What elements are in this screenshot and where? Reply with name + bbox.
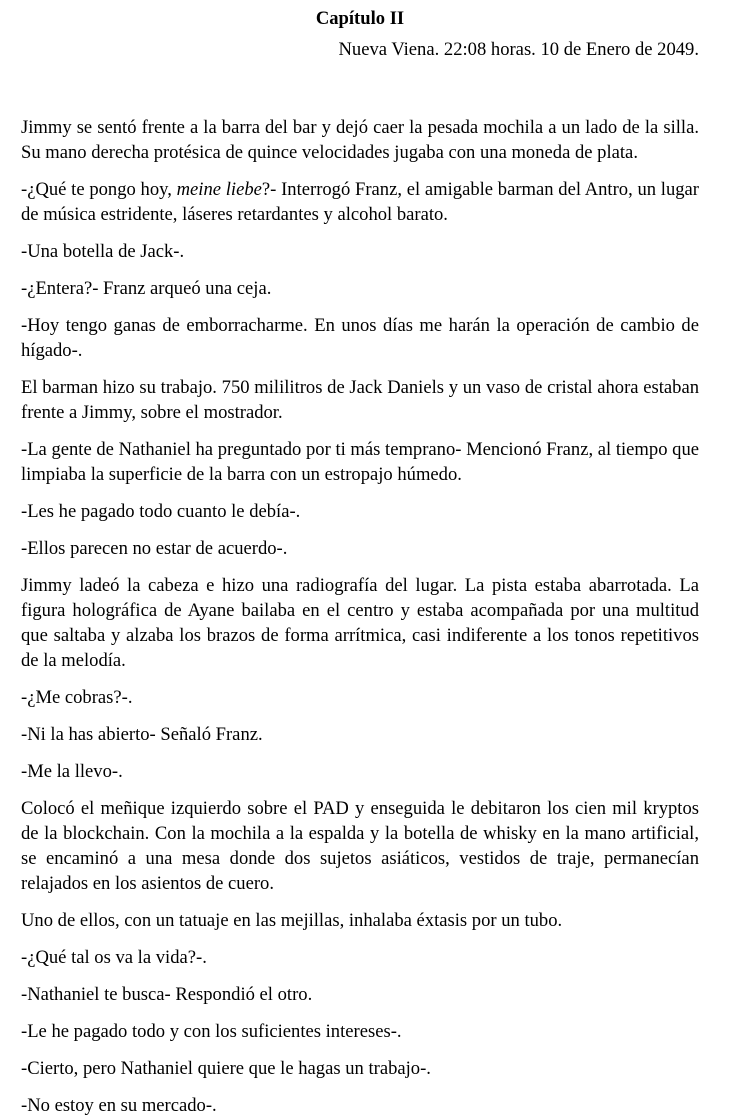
text-segment: -¿Qué te pongo hoy,: [21, 179, 177, 200]
paragraph: [21, 1093, 699, 1118]
paragraph: [21, 536, 699, 561]
paragraph: [21, 722, 699, 747]
paragraph: [21, 1019, 699, 1044]
text-segment: -Ellos parecen no estar de acuerdo-.: [21, 538, 288, 559]
paragraph: [21, 437, 699, 487]
paragraph: [21, 375, 699, 425]
paragraph: [21, 239, 699, 264]
paragraph: [21, 313, 699, 363]
paragraph: [21, 796, 699, 896]
italic-text-segment: meine liebe: [176, 179, 262, 200]
paragraph: [21, 573, 699, 673]
paragraph: [21, 499, 699, 524]
text-segment: -Hoy tengo ganas de emborracharme. En unos días me harán la operación de cambio de hígado-.: [21, 315, 699, 361]
text-segment: Jimmy ladeó la cabeza e hizo una radiografía del lugar. La pista estaba abarrotada. La figura holográfica de Ayane bailaba en el centro y estaba acompañada por una multitud que saltaba y alzaba los brazos de forma arrítmica, casi indiferente a los tonos repetitivos de la melodía.: [21, 575, 699, 671]
text-segment: -La gente de Nathaniel ha preguntado por ti más temprano- Mencionó Franz, al tiempo que limpiaba la superficie de la barra con un estropajo húmedo.: [21, 439, 699, 485]
paragraph: [21, 908, 699, 933]
text-segment: -¿Me cobras?-.: [21, 687, 133, 708]
text-segment: ?- Interrogó Franz, el amigable barman del Antro, un lugar de música estridente, láseres retardantes y alcohol barato.: [21, 179, 700, 225]
chapter-title: Capítulo II: [315, 8, 405, 29]
text-segment: -Nathaniel te busca- Respondió el otro.: [21, 984, 313, 1005]
paragraph: [21, 945, 699, 970]
dateline: Nueva Viena. 22:08 horas. 10 de Enero de 2049.: [338, 39, 699, 60]
text-segment: -¿Entera?- Franz arqueó una ceja.: [21, 278, 272, 299]
text-segment: -¿Qué tal os va la vida?-.: [21, 947, 207, 968]
text-segment: Colocó el meñique izquierdo sobre el PAD y enseguida le debitaron los cien mil kryptos de la blockchain. Con la mochila a la espalda y la botella de whisky en la mano artificial, se encaminó a una mesa donde dos sujetos asiáticos, vestidos de traje, permanecían relajados en los asientos de cuero.: [21, 798, 699, 894]
paragraph: [21, 982, 699, 1007]
paragraph: [21, 115, 699, 165]
paragraph: [21, 177, 699, 227]
text-segment: -Me la llevo-.: [21, 761, 123, 782]
text-segment: -Le he pagado todo y con los suficientes intereses-.: [21, 1021, 402, 1042]
text-segment: Jimmy se sentó frente a la barra del bar y dejó caer la pesada mochila a un lado de la silla. Su mano derecha protésica de quince velocidades jugaba con una moneda de plata.: [21, 117, 699, 163]
text-segment: -No estoy en su mercado-.: [21, 1095, 217, 1116]
text-segment: Uno de ellos, con un tatuaje en las mejillas, inhalaba éxtasis por un tubo.: [21, 910, 563, 931]
text-segment: El barman hizo su trabajo. 750 mililitros de Jack Daniels y un vaso de cristal ahora estaban frente a Jimmy, sobre el mostrador.: [21, 377, 699, 423]
text-segment: -Una botella de Jack-.: [21, 241, 185, 262]
text-segment: -Ni la has abierto- Señaló Franz.: [21, 724, 263, 745]
paragraph: [21, 685, 699, 710]
paragraph: [21, 759, 699, 784]
text-segment: -Les he pagado todo cuanto le debía-.: [21, 501, 301, 522]
paragraph: [21, 1056, 699, 1081]
text-segment: -Cierto, pero Nathaniel quiere que le hagas un trabajo-.: [21, 1058, 431, 1079]
paragraph: [21, 276, 699, 301]
body-text: [21, 115, 699, 1118]
